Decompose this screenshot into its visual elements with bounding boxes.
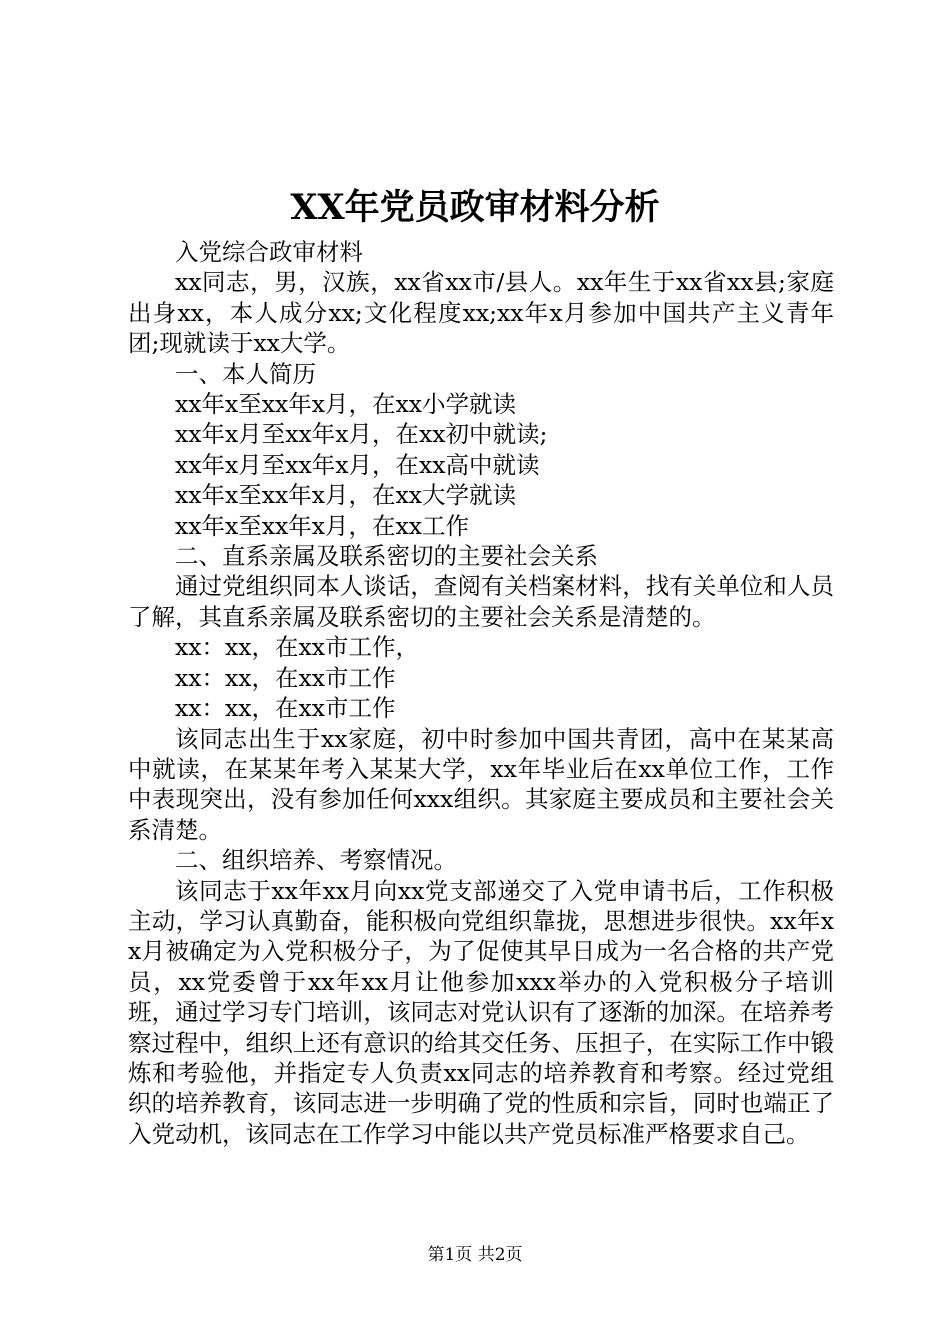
relative-line: xx：xx，在xx市工作: [175, 663, 396, 692]
personal-info-paragraph: xx同志，男，汉族，xx省xx市/县人。xx年生于xx省xx县;家庭出身xx，本人成分xx;文化程度xx;xx年x月参加中国共产主义青年团;现就读于xx大学。: [128, 268, 834, 358]
resume-line: xx年x至xx年x月，在xx工作: [175, 511, 470, 540]
section-heading: 一、本人简历: [175, 359, 316, 388]
document-title: XX年党员政审材料分析: [290, 187, 660, 228]
relative-line: xx：xx，在xx市工作: [175, 694, 396, 723]
relative-line: xx：xx，在xx市工作，: [175, 633, 420, 662]
section-heading: 二、组织培养、考察情况。: [175, 846, 457, 875]
page-footer: 第1页 共2页: [427, 1245, 523, 1265]
training-paragraph: 该同志于xx年xx月向xx党支部递交了入党申请书后，工作积极主动，学习认真勤奋，能积极向党组织靠拢，思想进步很快。xx年xx月被确定为入党积极分子，为了促使其早日成为一名合格的共产党员，xx党委曾于xx年xx月让他参加xxx举办的入党积极分子培训班，通过学习专门培训，该同志对党认识有了逐渐的加深。在培养考察过程中，组织上还有意识的给其交任务、压担子，在实际工作中锻炼和考验他，并指定专人负责xx同志的培养教育和考察。经过党组织的培养教育，该同志进一步明确了党的性质和宗旨，同时也端正了入党动机，该同志在工作学习中能以共产党员标准严格要求自己。: [128, 876, 834, 1148]
resume-line: xx年x至xx年x月，在xx大学就读: [175, 481, 517, 510]
document-body: [128, 237, 834, 1149]
relations-paragraph: 通过党组织同本人谈话，查阅有关档案材料，找有关单位和人员了解，其直系亲属及联系密切的主要社会关系是清楚的。: [128, 572, 834, 631]
resume-line: xx年x至xx年x月，在xx小学就读: [175, 390, 517, 419]
resume-line: xx年x月至xx年x月，在xx初中就读;: [175, 420, 548, 449]
section-heading: 二、直系亲属及联系密切的主要社会关系: [175, 542, 598, 571]
section-heading: 入党综合政审材料: [175, 238, 363, 266]
resume-line: xx年x月至xx年x月，在xx高中就读: [175, 450, 540, 479]
background-paragraph: 该同志出生于xx家庭，初中时参加中国共青团，高中在某某高中就读，在某某年考入某某大学，xx年毕业后在xx单位工作，工作中表现突出，没有参加任何xxx组织。其家庭主要成员和主要社会关系清楚。: [128, 724, 834, 844]
